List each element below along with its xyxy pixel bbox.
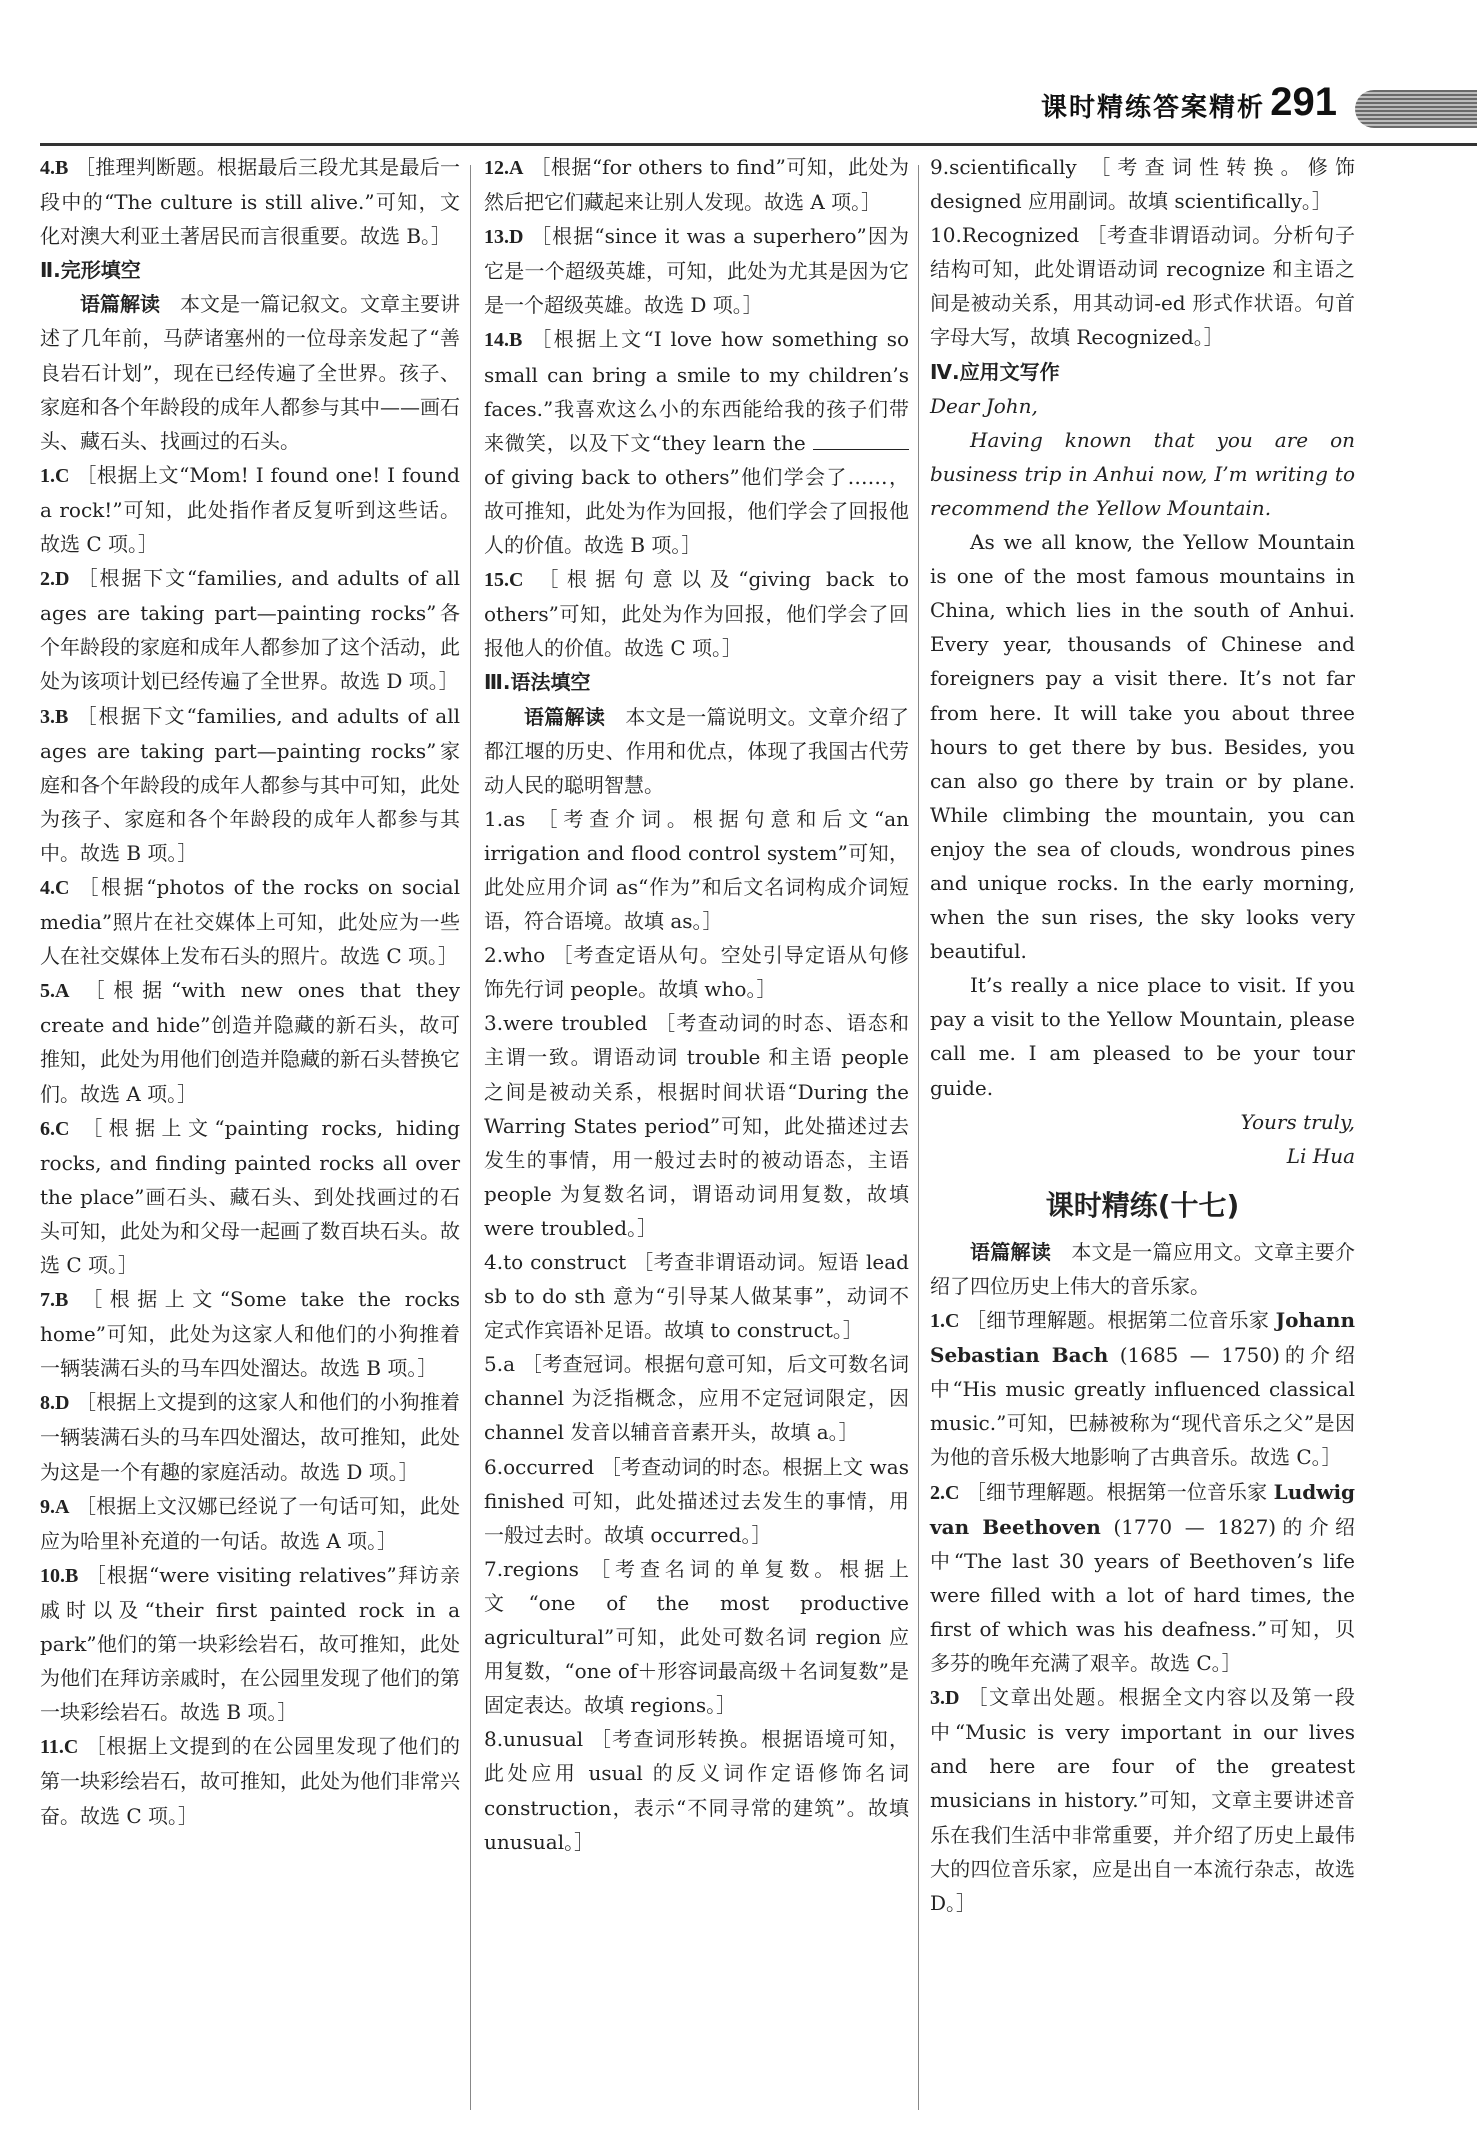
answer-item: 12.A ［根据“for others to find”可知，此处为然后把它们藏起来让别人发现。故选 A 项。］	[484, 155, 910, 215]
answer-item: 8.unusual ［考查词形转换。根据语境可知，此处应用 usual 的反义词作定语修饰名词 construction，表示“不同寻常的建筑”。故填 unusual。］	[484, 1727, 910, 1854]
column-left	[40, 150, 460, 1833]
answer-item: 10.Recognized ［考查非谓语动词。分析句子结构可知，此处谓语动词 recognize 和主语之间是被动关系，用其动词-ed 形式作状语。句首字母大写，故填 Recognized。］	[930, 223, 1356, 350]
letter-closing: Yours truly,	[1240, 1109, 1355, 1134]
answer-item: 4.C ［根据“photos of the rocks on social media”照片在社交媒体上可知，此处应为一些人在社交媒体上发布石头的照片。故选 C 项。］	[40, 874, 461, 969]
reading-analysis: 语篇解读 本文是一篇应用文。文章主要介绍了四位历史上伟大的音乐家。	[930, 1239, 1356, 1298]
letter-paragraph: It’s really a nice place to visit. If you pay a visit to the Yellow Mountain, please call me. I am pleased to be your tour guide.	[930, 973, 1355, 1100]
answer-item: 5.a ［考查冠词。根据句意可知，后文可数名词 channel 为泛指概念，应用不定冠词限定，因 channel 发音以辅音音素开头，故填 a。］	[484, 1352, 910, 1445]
answer-item: 4.B ［推理判断题。根据最后三段尤其是最后一段中的“The culture is still alive.”可知，文化对澳大利亚土著居民而言很重要。故选 B。］	[40, 155, 461, 249]
answer-item: 2.D ［根据下文“families, and adults of all ages are taking part—painting rocks”各个年龄段的家庭和成年人都参加了这个活动，此处为该项计划已经传遍了全世界。故选 D 项。］	[40, 566, 460, 694]
answer-item: 7.regions ［考查名词的单复数。根据上文“one of the most productive agricultural”可知，此处可数名词 region 应用复数，“one of＋形容词最高级＋名词复数”是固定表达。故填 regions。］	[484, 1556, 910, 1718]
header-title: 课时精练答案精析	[1040, 93, 1265, 123]
answer-item: 15.C ［根据句意以及“giving back to others”可知，此处为作为回报，他们学会了回报他人的价值。故选 C 项。］	[484, 567, 909, 661]
section-heading: Ⅳ.应用文写作	[930, 359, 1060, 384]
answer-item: 4.to construct ［考查非谓语动词。短语 lead sb to do sth 意为“引导某人做某事”，动词不定式作宾语补足语。故填 to construct。］	[484, 1250, 909, 1343]
answer-item: 7.B ［根据上文“Some take the rocks home”可知，此处为这家人和他们的小狗推着一辆装满石头的马车四处溜达。故选 B 项。］	[40, 1287, 460, 1381]
header-decoration	[1355, 90, 1477, 128]
answer-item: 5.A ［根据“with new ones that they create and hide”创造并隐藏的新石头，故可推知，此处为用他们创造并隐藏的新石头替换它们。故选 A 项。］	[40, 978, 460, 1106]
column-right	[930, 150, 1355, 1920]
answer-item: 1.C ［根据上文“Mom! I found one! I found a rock!”可知，此处指作者反复听到这些话。故选 C 项。］	[40, 462, 460, 557]
answer-item: 1.as ［考查介词。根据句意和后文“an irrigation and flood control system”可知，此处应用介词 as“作为”和后文名词构成介词短语，符合语境。故填 as。］	[484, 806, 910, 934]
page-header	[0, 0, 1477, 150]
answer-item: 2.who ［考查定语从句。空处引导定语从句修饰先行词 people。故填 who。］	[484, 943, 910, 1002]
answer-item: 9.scientifically ［考查词性转换。修饰 designed 应用副词。故填 scientifically。］	[930, 155, 1356, 214]
fill-blank	[813, 429, 909, 450]
section-title: 课时精练(十七)	[1045, 1188, 1240, 1222]
reading-analysis: 语篇解读 本文是一篇记叙文。文章主要讲述了几年前，马萨诸塞州的一位母亲发起了“善良岩石计划”，现在已经传遍了全世界。孩子、家庭和各个年龄段的成年人都参与其中——画石头、藏石头、找画过的石头。	[40, 292, 460, 453]
letter-paragraph: Having known that you are on business trip in Anhui now, I’m writing to recommend the Yellow Mountain.	[930, 427, 1355, 520]
answer-item: 10.B ［根据“were visiting relatives”拜访亲戚时以及“their first painted rock in a park”他们的第一块彩绘岩石，故可推知，此处为他们在拜访亲戚时，在公园里发现了他们的第一块彩绘岩石。故选 B 项。］	[40, 1562, 461, 1725]
answer-item: 13.D ［根据“since it was a superhero”因为它是一个超级英雄，可知，此处为尤其是因为它是一个超级英雄。故选 D 项。］	[484, 224, 909, 318]
page-number: 291	[1270, 80, 1337, 124]
answer-item: 14.B ［根据上文“I love how something so small can bring a smile to my children’s faces.”我喜欢这么小的东西能给我的孩子们带来微笑，以及下文“they learn the of giving back to others”他们学会了……，故可推知，此处为作为回报，他们学会了回报他人的价值。故选 B 项。］	[484, 327, 910, 558]
answer-item: 3.B ［根据下文“families, and adults of all ages are taking part—painting rocks”家庭和各个年龄段的成年人都参与其中可知，此处为孩子、家庭和各个年龄段的成年人都参与其中。故选 B 项。］	[40, 703, 460, 865]
header-rule	[40, 143, 1477, 146]
answer-item: 8.D ［根据上文提到的这家人和他们的小狗推着一辆装满石头的马车四处溜达，故可推知，此处为这是一个有趣的家庭活动。故选 D 项。］	[40, 1390, 460, 1484]
reading-analysis: 语篇解读 本文是一篇说明文。文章介绍了都江堰的历史、作用和优点，体现了我国古代劳动人民的聪明智慧。	[484, 704, 910, 797]
answer-item: 3.D ［文章出处题。根据全文内容以及第一段中“Music is very important in our lives and here are four of the greatest musicians in history.”可知，文章主要讲述音乐在我们生活中非常重要，并介绍了历史上最伟大的四位音乐家，应是出自一本流行杂志，故选 D。］	[930, 1685, 1356, 1915]
section-heading: Ⅱ.完形填空	[40, 258, 141, 283]
answer-item: 1.C ［细节理解题。根据第二位音乐家 Johann Sebastian Bach (1685 — 1750)的介绍中“His music greatly influenced classical music.”可知，巴赫被称为“现代音乐之父”是因为他的音乐极大地影响了古典音乐。故选 C。］	[930, 1308, 1356, 1470]
column-divider	[918, 165, 919, 2110]
column-middle	[484, 150, 909, 1859]
letter-signature: Li Hua	[1286, 1143, 1355, 1168]
answer-item: 6.C ［根据上文“painting rocks, hiding rocks, and finding painted rocks all over the place”画石头、藏石头、到处找画过的石头可知，此处为和父母一起画了数百块石头。故选 C 项。］	[40, 1115, 461, 1277]
column-divider	[470, 165, 471, 2110]
section-heading: Ⅲ.语法填空	[484, 670, 591, 695]
answer-item: 9.A ［根据上文汉娜已经说了一句话可知，此处应为哈里补充道的一句话。故选 A 项。］	[40, 1493, 460, 1553]
answer-item: 3.were troubled ［考查动词的时态、语态和主谓一致。谓语动词 trouble 和主语 people 之间是被动关系，根据时间状语“During the Warring States period”可知，此处描述过去发生的事情，用一般过去时的被动语态，主语 people 为复数名词，谓语动词用复数，故填 were troubled。］	[484, 1011, 909, 1240]
letter-paragraph: As we all know, the Yellow Mountain is one of the most famous mountains in China, which lies in the south of Anhui. Every year, thousands of Chinese and foreigners pay a visit there. It’s not far from here. It will take you about three hours to get there by bus. Besides, you can also go there by train or by plane. While climbing the mountain, you can enjoy the sea of clouds, wondrous pines and unique rocks. In the early morning, when the sun rises, the sky looks very beautiful.	[930, 530, 1355, 964]
answer-item: 6.occurred ［考查动词的时态。根据上文 was finished 可知，此处描述过去发生的事情，用一般过去时。故填 occurred。］	[484, 1454, 909, 1547]
answer-item: 11.C ［根据上文提到的在公园里发现了他们的第一块彩绘岩石，故可推知，此处为他们非常兴奋。故选 C 项。］	[40, 1734, 461, 1828]
answer-item: 2.C ［细节理解题。根据第一位音乐家 Ludwig van Beethoven (1770 — 1827)的介绍中“The last 30 years of Beethoven’s life were filled with a lot of hard times, the first of which was his deafness.”可知，贝多芬的晚年充满了艰辛。故选 C。］	[930, 1479, 1356, 1676]
letter-salutation: Dear John,	[930, 393, 1038, 418]
